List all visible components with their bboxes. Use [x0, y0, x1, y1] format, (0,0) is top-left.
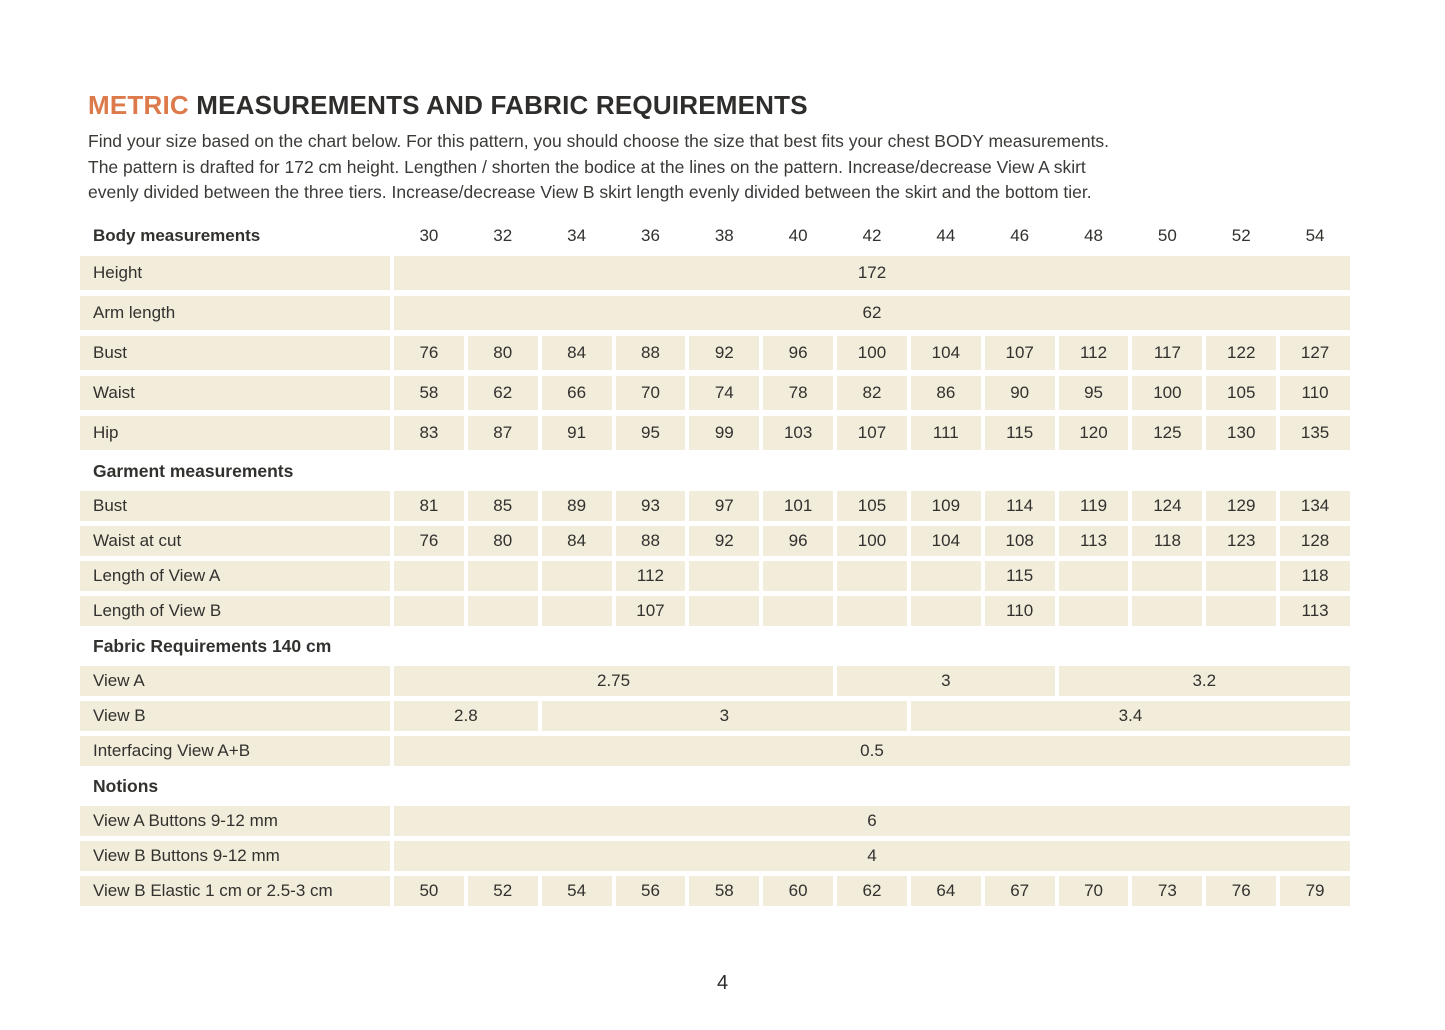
- table-row: [80, 666, 1350, 696]
- span-value-cell: 3.4: [911, 701, 1350, 731]
- value-cell: 115: [985, 416, 1055, 450]
- size-column-header: 40: [788, 226, 808, 245]
- value-cell: 76: [394, 336, 464, 370]
- value-cell: [468, 561, 538, 591]
- row-label: View A: [80, 666, 390, 696]
- value-cell: 91: [542, 416, 612, 450]
- value-cell: 73: [1132, 876, 1202, 906]
- row-label: Hip: [80, 416, 390, 450]
- value-cell: 105: [837, 491, 907, 521]
- value-cell: 54: [542, 876, 612, 906]
- value-cell: 117: [1132, 336, 1202, 370]
- size-column-header: 46: [1010, 226, 1030, 245]
- row-label: Length of View A: [80, 561, 390, 591]
- value-cell: 115: [985, 561, 1055, 591]
- value-cell: 104: [911, 526, 981, 556]
- value-cell: 123: [1206, 526, 1276, 556]
- span-value-cell: 6: [394, 806, 1350, 836]
- table-row: [80, 701, 1350, 731]
- value-cell: 105: [1206, 376, 1276, 410]
- value-cell: 107: [837, 416, 907, 450]
- value-cell: 128: [1280, 526, 1350, 556]
- intro-line: Find your size based on the chart below. For this pattern, you should choose the size that best fits your chest BODY measurements.: [88, 131, 1110, 151]
- size-column-header: 42: [862, 226, 882, 245]
- value-cell: [689, 596, 759, 626]
- value-cell: 108: [985, 526, 1055, 556]
- intro-line: The pattern is drafted for 172 cm height. Lengthen / shorten the bodice at the lines on the pattern. Increase/decrease View A skirt: [88, 156, 1086, 177]
- value-cell: [763, 596, 833, 626]
- page-number: 4: [716, 972, 729, 994]
- size-column-header: 38: [714, 226, 734, 245]
- measurement-table: [80, 222, 1350, 911]
- span-value-cell: 172: [394, 256, 1350, 290]
- span-value-cell: 62: [394, 296, 1350, 330]
- value-cell: 76: [394, 526, 464, 556]
- span-value-cell: 2.8: [394, 701, 538, 731]
- value-cell: 119: [1059, 491, 1129, 521]
- value-cell: 92: [689, 336, 759, 370]
- value-cell: 70: [1059, 876, 1129, 906]
- value-cell: 125: [1132, 416, 1202, 450]
- value-cell: [1059, 561, 1129, 591]
- value-cell: 58: [394, 376, 464, 410]
- value-cell: 104: [911, 336, 981, 370]
- value-cell: 62: [837, 876, 907, 906]
- value-cell: 89: [542, 491, 612, 521]
- value-cell: [542, 561, 612, 591]
- value-cell: 67: [985, 876, 1055, 906]
- size-column-header: 34: [567, 226, 587, 245]
- page-header: [88, 90, 1350, 206]
- table-body: [80, 256, 1350, 906]
- value-cell: 84: [542, 526, 612, 556]
- value-cell: 79: [1280, 876, 1350, 906]
- span-value-cell: 3: [837, 666, 1055, 696]
- value-cell: 64: [911, 876, 981, 906]
- value-cell: 90: [985, 376, 1055, 410]
- page-title-rest: MEASUREMENTS AND FABRIC REQUIREMENTS: [188, 90, 808, 120]
- row-label: View A Buttons 9-12 mm: [80, 806, 390, 836]
- value-cell: 96: [763, 336, 833, 370]
- value-cell: 56: [616, 876, 686, 906]
- table-row: [80, 876, 1350, 906]
- span-value-cell: 3.2: [1059, 666, 1350, 696]
- row-label: Bust: [80, 336, 390, 370]
- value-cell: [468, 596, 538, 626]
- section-header: Fabric Requirements 140 cm: [93, 635, 332, 656]
- size-column-header: 36: [640, 226, 660, 245]
- value-cell: 87: [468, 416, 538, 450]
- value-cell: 80: [468, 526, 538, 556]
- value-cell: 110: [1280, 376, 1350, 410]
- value-cell: 114: [985, 491, 1055, 521]
- value-cell: [1132, 561, 1202, 591]
- value-cell: 112: [1059, 336, 1129, 370]
- table-row: [80, 841, 1350, 871]
- value-cell: 80: [468, 336, 538, 370]
- table-row: [80, 296, 1350, 330]
- value-cell: 81: [394, 491, 464, 521]
- table-row: [80, 526, 1350, 556]
- value-cell: 101: [763, 491, 833, 521]
- row-label: View B: [80, 701, 390, 731]
- value-cell: 129: [1206, 491, 1276, 521]
- value-cell: [837, 596, 907, 626]
- value-cell: 83: [394, 416, 464, 450]
- section-header: Notions: [93, 775, 159, 796]
- value-cell: 62: [468, 376, 538, 410]
- row-label: View B Buttons 9-12 mm: [80, 841, 390, 871]
- value-cell: 70: [616, 376, 686, 410]
- size-header-label: Body measurements: [93, 226, 261, 245]
- value-cell: 52: [468, 876, 538, 906]
- value-cell: [689, 561, 759, 591]
- span-value-cell: 4: [394, 841, 1350, 871]
- row-label: Height: [80, 256, 390, 290]
- value-cell: 135: [1280, 416, 1350, 450]
- value-cell: [837, 561, 907, 591]
- value-cell: [911, 561, 981, 591]
- value-cell: 58: [689, 876, 759, 906]
- value-cell: 66: [542, 376, 612, 410]
- size-column-header: 30: [419, 226, 439, 245]
- value-cell: 124: [1132, 491, 1202, 521]
- value-cell: [763, 561, 833, 591]
- value-cell: 111: [911, 416, 981, 450]
- value-cell: 110: [985, 596, 1055, 626]
- size-column-header: 54: [1305, 226, 1325, 245]
- table-row: [80, 561, 1350, 591]
- value-cell: 103: [763, 416, 833, 450]
- value-cell: 88: [616, 336, 686, 370]
- row-label: Length of View B: [80, 596, 390, 626]
- value-cell: 113: [1059, 526, 1129, 556]
- value-cell: 99: [689, 416, 759, 450]
- value-cell: 134: [1280, 491, 1350, 521]
- value-cell: 95: [1059, 376, 1129, 410]
- intro-paragraph: [88, 129, 1350, 206]
- row-label: Arm length: [80, 296, 390, 330]
- intro-line: evenly divided between the three tiers. Increase/decrease View B skirt length evenly divided between the skirt and the bottom tier.: [88, 182, 1092, 202]
- value-cell: 92: [689, 526, 759, 556]
- value-cell: 84: [542, 336, 612, 370]
- section-header: Garment measurements: [93, 460, 294, 481]
- value-cell: 100: [837, 526, 907, 556]
- row-label: Waist at cut: [80, 526, 390, 556]
- value-cell: 127: [1280, 336, 1350, 370]
- value-cell: 96: [763, 526, 833, 556]
- value-cell: 118: [1132, 526, 1202, 556]
- table-row: [80, 336, 1350, 370]
- table-row: [80, 491, 1350, 521]
- row-label: Bust: [80, 491, 390, 521]
- value-cell: 100: [837, 336, 907, 370]
- page-title: [88, 90, 1350, 121]
- value-cell: 118: [1280, 561, 1350, 591]
- value-cell: 120: [1059, 416, 1129, 450]
- span-value-cell: 0.5: [394, 736, 1350, 766]
- value-cell: 50: [394, 876, 464, 906]
- value-cell: 74: [689, 376, 759, 410]
- size-column-header: 48: [1084, 226, 1103, 245]
- value-cell: [911, 596, 981, 626]
- value-cell: 97: [689, 491, 759, 521]
- value-cell: 113: [1280, 596, 1350, 626]
- span-value-cell: 3: [542, 701, 907, 731]
- table-row: [80, 256, 1350, 290]
- value-cell: [394, 561, 464, 591]
- table-row: [80, 596, 1350, 626]
- size-column-header: 32: [493, 226, 513, 245]
- value-cell: 130: [1206, 416, 1276, 450]
- page-title-highlight: METRIC: [88, 90, 189, 120]
- size-column-header: 50: [1157, 226, 1177, 245]
- table-row: [80, 416, 1350, 450]
- value-cell: [394, 596, 464, 626]
- value-cell: 95: [616, 416, 686, 450]
- value-cell: 100: [1132, 376, 1202, 410]
- value-cell: 86: [911, 376, 981, 410]
- table-row: [80, 806, 1350, 836]
- value-cell: [1206, 596, 1276, 626]
- size-header-row: [80, 222, 1350, 250]
- value-cell: 109: [911, 491, 981, 521]
- table-row: [80, 376, 1350, 410]
- size-column-header: 52: [1231, 226, 1251, 245]
- value-cell: 93: [616, 491, 686, 521]
- span-value-cell: 2.75: [394, 666, 833, 696]
- value-cell: 112: [616, 561, 686, 591]
- value-cell: 82: [837, 376, 907, 410]
- value-cell: 60: [763, 876, 833, 906]
- value-cell: [1132, 596, 1202, 626]
- table-row: [80, 736, 1350, 766]
- value-cell: [542, 596, 612, 626]
- row-label: Waist: [80, 376, 390, 410]
- size-column-header: 44: [936, 226, 956, 245]
- row-label: Interfacing View A+B: [80, 736, 390, 766]
- value-cell: 122: [1206, 336, 1276, 370]
- value-cell: [1059, 596, 1129, 626]
- value-cell: 88: [616, 526, 686, 556]
- row-label: View B Elastic 1 cm or 2.5-3 cm: [80, 876, 390, 906]
- value-cell: [1206, 561, 1276, 591]
- value-cell: 107: [616, 596, 686, 626]
- value-cell: 85: [468, 491, 538, 521]
- value-cell: 107: [985, 336, 1055, 370]
- value-cell: 76: [1206, 876, 1276, 906]
- value-cell: 78: [763, 376, 833, 410]
